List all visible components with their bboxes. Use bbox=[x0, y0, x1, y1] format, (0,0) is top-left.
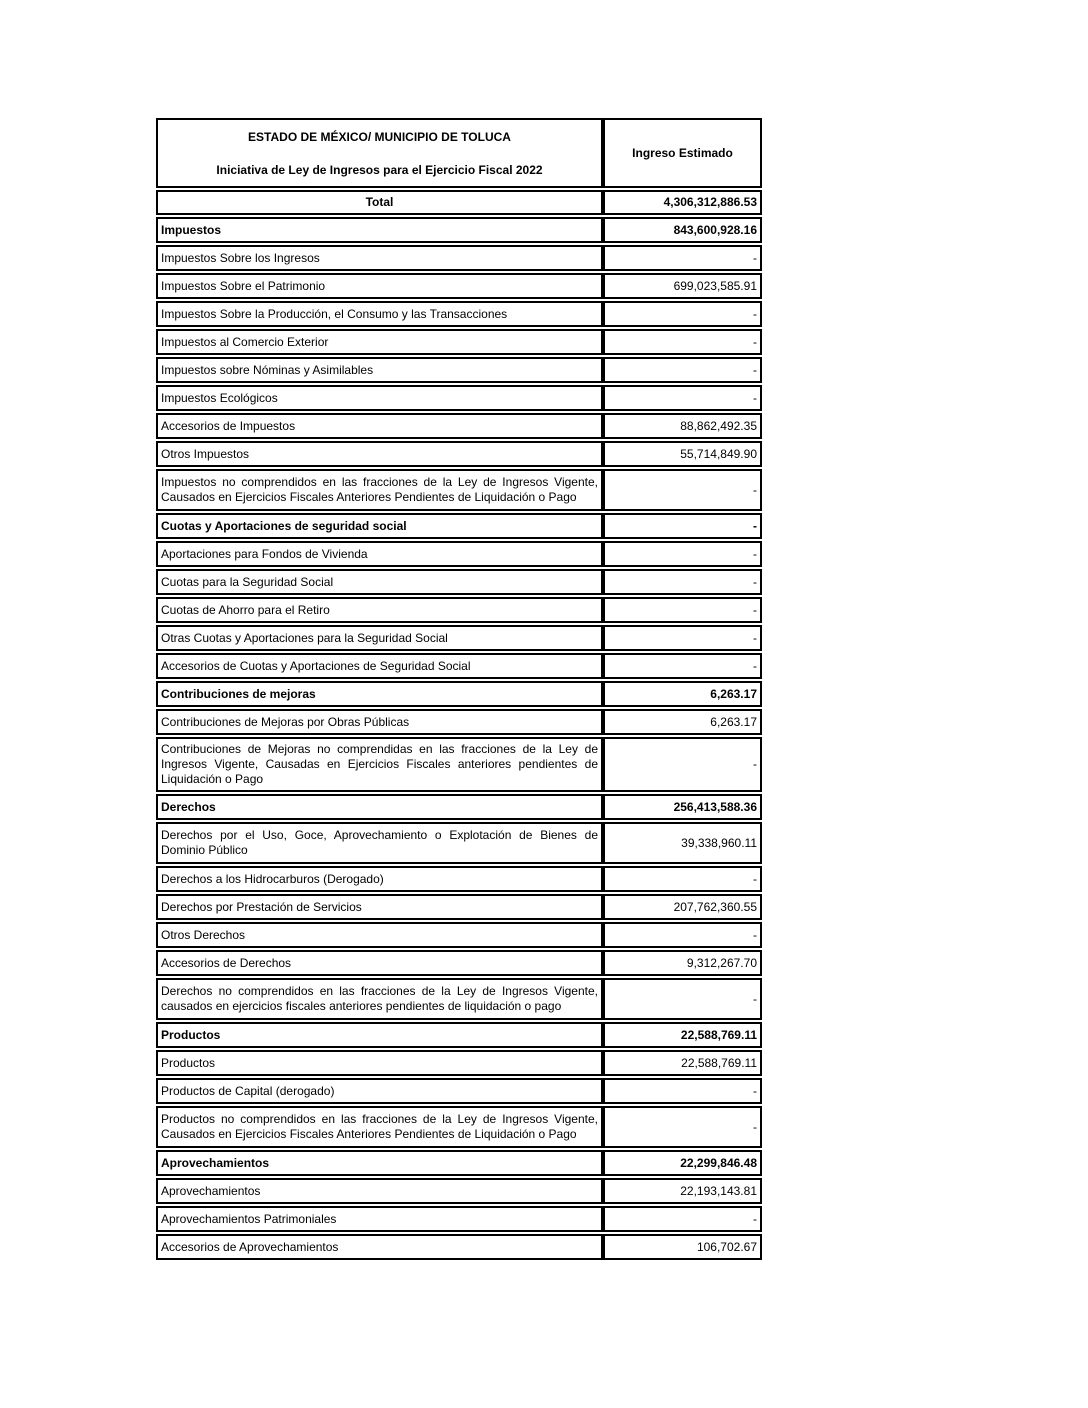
column-header-estimated-income: Ingreso Estimado bbox=[603, 118, 762, 188]
table-row bbox=[156, 653, 762, 679]
row-amount: 39,338,960.11 bbox=[603, 822, 762, 864]
row-label: Impuestos Sobre la Producción, el Consumo y las Transacciones bbox=[156, 301, 603, 327]
table-row bbox=[156, 245, 762, 271]
row-label: Accesorios de Impuestos bbox=[156, 413, 603, 439]
row-label: Aportaciones para Fondos de Vivienda bbox=[156, 541, 603, 567]
table-row bbox=[156, 822, 762, 864]
table-row bbox=[156, 597, 762, 623]
table-row bbox=[156, 357, 762, 383]
row-label: Cuotas y Aportaciones de seguridad social bbox=[156, 513, 603, 539]
row-amount: 88,862,492.35 bbox=[603, 413, 762, 439]
row-label: Derechos por Prestación de Servicios bbox=[156, 894, 603, 920]
table-row bbox=[156, 329, 762, 355]
row-amount: - bbox=[603, 357, 762, 383]
income-law-document bbox=[156, 116, 756, 1262]
row-label: Derechos por el Uso, Goce, Aprovechamiento o Explotación de Bienes de Dominio Público bbox=[156, 822, 603, 864]
row-label: Otros Derechos bbox=[156, 922, 603, 948]
row-amount: 55,714,849.90 bbox=[603, 441, 762, 467]
total-label: Total bbox=[156, 190, 603, 215]
row-label: Contribuciones de Mejoras por Obras Públicas bbox=[156, 709, 603, 735]
table-row bbox=[156, 541, 762, 567]
table-row bbox=[156, 469, 762, 511]
row-label: Impuestos Ecológicos bbox=[156, 385, 603, 411]
row-amount: - bbox=[603, 978, 762, 1020]
row-label: Aprovechamientos Patrimoniales bbox=[156, 1206, 603, 1232]
row-label: Impuestos al Comercio Exterior bbox=[156, 329, 603, 355]
row-label: Accesorios de Derechos bbox=[156, 950, 603, 976]
row-amount: - bbox=[603, 597, 762, 623]
row-label: Otros Impuestos bbox=[156, 441, 603, 467]
table-row bbox=[156, 1206, 762, 1232]
table-row bbox=[156, 950, 762, 976]
section-row-productos bbox=[156, 1022, 762, 1048]
row-amount: 6,263.17 bbox=[603, 681, 762, 707]
row-amount: - bbox=[603, 469, 762, 511]
table-row bbox=[156, 1178, 762, 1204]
table-row bbox=[156, 385, 762, 411]
row-label: Contribuciones de Mejoras no comprendidas en las fracciones de la Ley de Ingresos Vigente, Causadas en Ejercicios Fiscales anteriores pendientes de Liquidación o Pago bbox=[156, 737, 603, 792]
row-label: Cuotas para la Seguridad Social bbox=[156, 569, 603, 595]
row-label: Accesorios de Aprovechamientos bbox=[156, 1234, 603, 1260]
table-row bbox=[156, 1234, 762, 1260]
table-header bbox=[156, 118, 762, 188]
document-subtitle: Iniciativa de Ley de Ingresos para el Ejercicio Fiscal 2022 bbox=[216, 163, 543, 177]
table-row bbox=[156, 922, 762, 948]
header-title-cell bbox=[156, 118, 603, 188]
row-label: Impuestos sobre Nóminas y Asimilables bbox=[156, 357, 603, 383]
section-row-contribuciones bbox=[156, 681, 762, 707]
row-amount: 22,299,846.48 bbox=[603, 1150, 762, 1176]
row-amount: 843,600,928.16 bbox=[603, 217, 762, 243]
row-amount: - bbox=[603, 922, 762, 948]
row-amount: 22,193,143.81 bbox=[603, 1178, 762, 1204]
row-label: Derechos bbox=[156, 794, 603, 820]
row-amount: 22,588,769.11 bbox=[603, 1050, 762, 1076]
row-label: Productos de Capital (derogado) bbox=[156, 1078, 603, 1104]
table-row bbox=[156, 1050, 762, 1076]
section-row-derechos bbox=[156, 794, 762, 820]
section-row-aprovechamientos bbox=[156, 1150, 762, 1176]
row-label: Aprovechamientos bbox=[156, 1178, 603, 1204]
row-label: Derechos a los Hidrocarburos (Derogado) bbox=[156, 866, 603, 892]
row-amount: 207,762,360.55 bbox=[603, 894, 762, 920]
row-amount: 106,702.67 bbox=[603, 1234, 762, 1260]
row-amount: - bbox=[603, 301, 762, 327]
row-amount: - bbox=[603, 737, 762, 792]
row-amount: 256,413,588.36 bbox=[603, 794, 762, 820]
row-amount: - bbox=[603, 245, 762, 271]
row-amount: 699,023,585.91 bbox=[603, 273, 762, 299]
row-amount: 22,588,769.11 bbox=[603, 1022, 762, 1048]
table-row bbox=[156, 866, 762, 892]
row-label: Impuestos Sobre el Patrimonio bbox=[156, 273, 603, 299]
row-label: Contribuciones de mejoras bbox=[156, 681, 603, 707]
row-label: Impuestos bbox=[156, 217, 603, 243]
row-amount: - bbox=[603, 1078, 762, 1104]
row-label: Otras Cuotas y Aportaciones para la Seguridad Social bbox=[156, 625, 603, 651]
section-row-impuestos bbox=[156, 217, 762, 243]
total-amount: 4,306,312,886.53 bbox=[603, 190, 762, 215]
section-row-cuotas bbox=[156, 513, 762, 539]
row-label: Impuestos Sobre los Ingresos bbox=[156, 245, 603, 271]
row-amount: 6,263.17 bbox=[603, 709, 762, 735]
table-row bbox=[156, 709, 762, 735]
row-amount: - bbox=[603, 866, 762, 892]
row-amount: - bbox=[603, 1206, 762, 1232]
row-amount: - bbox=[603, 653, 762, 679]
row-label: Derechos no comprendidos en las fracciones de la Ley de Ingresos Vigente, causados en ejercicios fiscales anteriores pendientes de liquidación o pago bbox=[156, 978, 603, 1020]
row-amount: - bbox=[603, 513, 762, 539]
table-row bbox=[156, 737, 762, 792]
row-label: Cuotas de Ahorro para el Retiro bbox=[156, 597, 603, 623]
row-label: Impuestos no comprendidos en las fracciones de la Ley de Ingresos Vigente, Causados en Ejercicios Fiscales Anteriores Pendientes de Liquidación o Pago bbox=[156, 469, 603, 511]
row-label: Productos bbox=[156, 1022, 603, 1048]
row-amount: - bbox=[603, 541, 762, 567]
row-amount: 9,312,267.70 bbox=[603, 950, 762, 976]
table-row bbox=[156, 301, 762, 327]
row-label: Aprovechamientos bbox=[156, 1150, 603, 1176]
row-label: Accesorios de Cuotas y Aportaciones de Seguridad Social bbox=[156, 653, 603, 679]
table-row bbox=[156, 894, 762, 920]
table-row bbox=[156, 625, 762, 651]
table-row bbox=[156, 1106, 762, 1148]
document-title: ESTADO DE MÉXICO/ MUNICIPIO DE TOLUCA bbox=[248, 130, 511, 144]
row-amount: - bbox=[603, 625, 762, 651]
income-table bbox=[156, 116, 762, 1262]
row-amount: - bbox=[603, 329, 762, 355]
row-amount: - bbox=[603, 569, 762, 595]
table-row bbox=[156, 978, 762, 1020]
row-label: Productos no comprendidos en las fracciones de la Ley de Ingresos Vigente, Causados en Ejercicios Fiscales Anteriores Pendientes de Liquidación o Pago bbox=[156, 1106, 603, 1148]
row-label: Productos bbox=[156, 1050, 603, 1076]
row-amount: - bbox=[603, 385, 762, 411]
total-row bbox=[156, 190, 762, 215]
table-row bbox=[156, 569, 762, 595]
table-row bbox=[156, 413, 762, 439]
table-row bbox=[156, 1078, 762, 1104]
table-row bbox=[156, 273, 762, 299]
row-amount: - bbox=[603, 1106, 762, 1148]
table-row bbox=[156, 441, 762, 467]
